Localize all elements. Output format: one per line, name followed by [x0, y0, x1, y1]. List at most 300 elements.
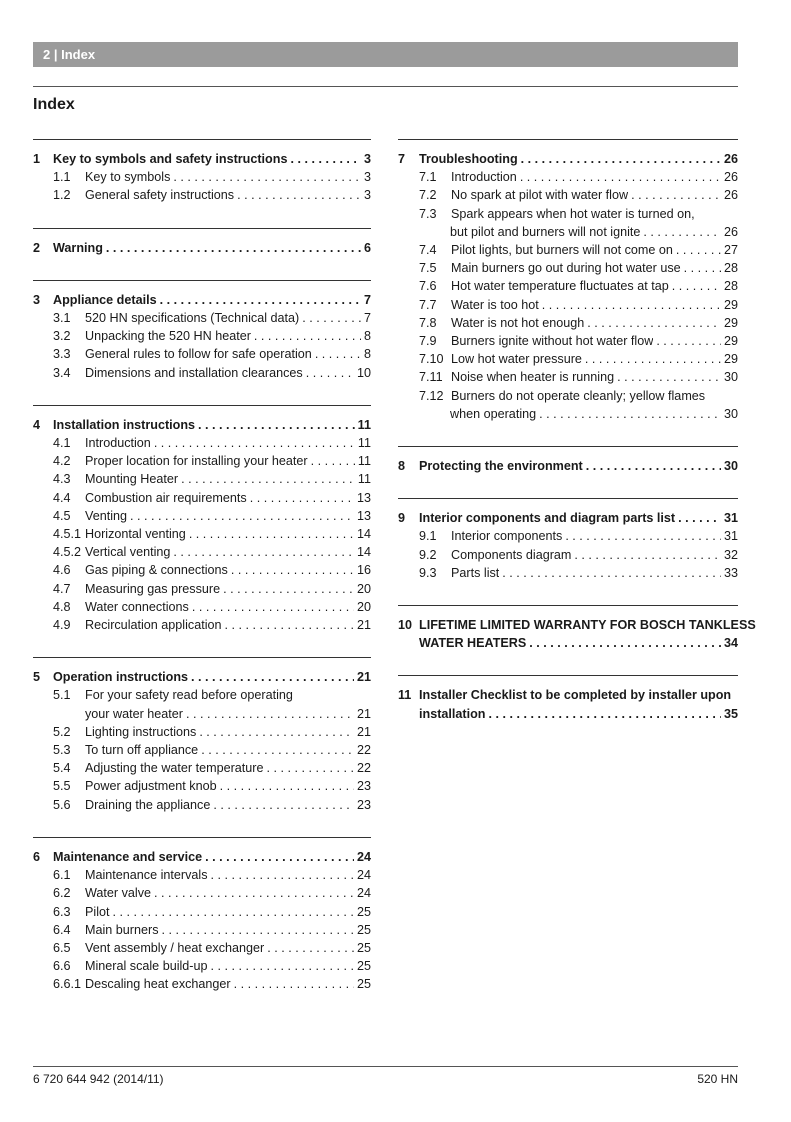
toc-dot-leader	[231, 561, 354, 579]
toc-page-number: 7	[363, 292, 371, 307]
toc-subsection-entry[interactable]	[33, 561, 371, 579]
toc-dot-leader	[586, 457, 721, 475]
toc-subsection-entry[interactable]	[398, 368, 738, 386]
toc-subsection-entry[interactable]	[33, 957, 371, 975]
toc-number: 4.3	[53, 472, 71, 487]
toc-page-number: 3	[363, 152, 371, 166]
toc-label: Key to symbols	[85, 170, 171, 185]
toc-page-number: 16	[356, 563, 371, 578]
toc-chapter-entry[interactable]	[398, 457, 738, 475]
toc-page-number: 34	[723, 636, 738, 651]
toc-number: 7.11	[419, 370, 443, 385]
toc-label: Burners do not operate cleanly; yellow flames	[451, 388, 706, 403]
toc-number: 4.1	[53, 436, 71, 451]
toc-subsection-entry[interactable]	[33, 507, 371, 525]
toc-dot-leader	[130, 507, 354, 525]
toc-dot-leader	[160, 291, 361, 309]
toc-subsection-entry[interactable]	[398, 332, 738, 350]
toc-number: 4	[33, 417, 41, 432]
toc-label: Lighting instructions	[85, 724, 197, 739]
toc-subsection-entry[interactable]	[33, 705, 371, 723]
toc-section	[33, 657, 371, 814]
toc-page-number: 11	[357, 417, 371, 432]
toc-number: 5.2	[53, 724, 71, 739]
toc-dot-leader	[173, 543, 354, 561]
toc-subsection-entry[interactable]	[398, 205, 738, 223]
toc-number: 4.5.2	[53, 545, 82, 560]
toc-chapter-entry[interactable]	[398, 686, 738, 704]
toc-page-number: 11	[357, 454, 371, 469]
toc-dot-leader	[267, 939, 354, 957]
toc-page-number: 22	[356, 743, 371, 758]
toc-number: 9.1	[419, 529, 437, 544]
toc-label: Water valve	[85, 886, 152, 901]
toc-page-number: 14	[356, 527, 371, 542]
toc-label: Pilot	[85, 904, 110, 919]
toc-subsection-entry[interactable]	[33, 309, 371, 327]
toc-dot-leader	[234, 975, 354, 993]
toc-label: Horizontal venting	[85, 527, 186, 542]
toc-subsection-entry[interactable]	[33, 525, 371, 543]
toc-dot-leader	[306, 364, 354, 382]
toc-page-number: 29	[723, 297, 738, 312]
toc-number: 3	[33, 292, 41, 307]
toc-subsection-entry[interactable]	[398, 527, 738, 545]
toc-subsection-entry[interactable]	[33, 777, 371, 795]
toc-page-number: 7	[363, 311, 371, 326]
toc-label: Introduction	[451, 170, 517, 185]
toc-number: 1.2	[53, 188, 71, 203]
toc-dot-leader	[585, 350, 721, 368]
toc-number: 9.3	[419, 565, 437, 580]
toc-dot-leader	[181, 470, 355, 488]
toc-dot-leader	[213, 796, 354, 814]
toc-label: For your safety read before operating	[85, 688, 293, 703]
toc-dot-leader	[311, 452, 355, 470]
toc-number: 4.9	[53, 618, 71, 633]
toc-label: Warning	[53, 240, 103, 255]
toc-right-column	[398, 139, 756, 746]
document-number: 6 720 644 942 (2014/11)	[33, 1072, 164, 1086]
toc-page-number: 24	[356, 868, 371, 883]
toc-page-number: 21	[356, 670, 371, 685]
toc-subsection-entry[interactable]	[398, 705, 738, 723]
toc-dot-leader	[542, 296, 721, 314]
toc-dot-leader	[106, 239, 361, 257]
toc-number: 6.4	[53, 922, 71, 937]
toc-number: 7.9	[419, 334, 437, 349]
toc-subsection-entry[interactable]	[33, 921, 371, 939]
toc-label: Noise when heater is running	[451, 370, 615, 385]
toc-number: 7.2	[419, 188, 437, 203]
toc-number: 7	[398, 152, 406, 166]
toc-page-number: 26	[723, 170, 738, 185]
toc-page-number: 30	[723, 406, 738, 421]
toc-subsection-entry[interactable]	[33, 759, 371, 777]
toc-page-number: 22	[356, 761, 371, 776]
toc-label: Pilot lights, but burners will not come on	[451, 243, 673, 258]
toc-subsection-entry[interactable]	[398, 564, 738, 582]
toc-subsection-entry[interactable]	[398, 186, 738, 204]
toc-subsection-entry[interactable]	[33, 616, 371, 634]
toc-page-number: 13	[356, 508, 371, 523]
page-title: Index	[33, 96, 75, 113]
toc-label: Introduction	[85, 436, 151, 451]
toc-page-number: 28	[723, 279, 738, 294]
toc-subsection-entry[interactable]	[33, 723, 371, 741]
toc-subsection-entry[interactable]	[33, 489, 371, 507]
toc-dot-leader	[290, 150, 361, 168]
toc-label: Proper location for installing your heater	[85, 454, 308, 469]
toc-page-number: 20	[356, 599, 371, 614]
toc-label: 520 HN specifications (Technical data)	[85, 311, 300, 326]
toc-page-number: 25	[356, 904, 371, 919]
toc-label: Interior components	[451, 529, 563, 544]
toc-chapter-entry[interactable]	[33, 291, 371, 309]
toc-chapter-entry[interactable]	[398, 509, 738, 527]
toc-number: 6.2	[53, 886, 71, 901]
toc-subsection-entry[interactable]	[33, 434, 371, 452]
toc-label: Installer Checklist to be completed by installer upon	[419, 688, 732, 703]
toc-dot-leader	[643, 223, 721, 241]
toc-label: General rules to follow for safe operation	[85, 347, 312, 362]
toc-label: Key to symbols and safety instructions	[53, 152, 288, 166]
toc-number: 11	[398, 688, 412, 703]
toc-page-number: 8	[363, 347, 371, 362]
toc-number: 6	[33, 849, 41, 864]
toc-chapter-entry[interactable]	[33, 150, 371, 168]
toc-page-number: 10	[356, 365, 371, 380]
toc-dot-leader	[189, 525, 354, 543]
toc-number: 5.5	[53, 779, 71, 794]
toc-section	[398, 446, 738, 475]
toc-page-number: 29	[723, 334, 738, 349]
toc-label: Operation instructions	[53, 670, 189, 685]
toc-label: Protecting the environment	[419, 459, 583, 474]
toc-label: Interior components and diagram parts list	[419, 511, 676, 526]
toc-dot-leader	[211, 957, 354, 975]
toc-page-number: 14	[356, 545, 371, 560]
toc-dot-leader	[250, 489, 354, 507]
toc-number: 4.2	[53, 454, 71, 469]
toc-number: 3.2	[53, 329, 71, 344]
toc-number: 5.4	[53, 761, 71, 776]
toc-dot-leader	[173, 168, 361, 186]
toc-number: 3.4	[53, 365, 71, 380]
toc-page-number: 29	[723, 352, 738, 367]
toc-chapter-entry[interactable]	[398, 150, 738, 168]
toc-subsection-entry[interactable]	[398, 314, 738, 332]
toc-label: Maintenance intervals	[85, 868, 208, 883]
toc-subsection-entry[interactable]	[33, 452, 371, 470]
toc-subsection-entry[interactable]	[33, 939, 371, 957]
toc-label: Parts list	[451, 565, 500, 580]
toc-label: Adjusting the water temperature	[85, 761, 264, 776]
toc-subsection-entry[interactable]	[33, 543, 371, 561]
toc-number: 7.5	[419, 261, 437, 276]
toc-label: Maintenance and service	[53, 849, 203, 864]
toc-section	[33, 280, 371, 382]
toc-section	[33, 139, 371, 205]
toc-number: 7.7	[419, 297, 437, 312]
toc-dot-leader	[223, 580, 354, 598]
toc-label: Vent assembly / heat exchanger	[85, 940, 265, 955]
toc-dot-leader	[220, 777, 354, 795]
toc-subsection-entry[interactable]	[33, 866, 371, 884]
toc-number: 1.1	[53, 170, 71, 185]
toc-label: Mineral scale build-up	[85, 959, 208, 974]
toc-number: 5.3	[53, 743, 71, 758]
toc-page-number: 11	[357, 472, 371, 487]
toc-subsection-entry[interactable]	[398, 241, 738, 259]
toc-page-number: 31	[723, 529, 738, 544]
toc-label: Hot water temperature fluctuates at tap	[451, 279, 669, 294]
toc-dot-leader	[211, 866, 354, 884]
toc-number: 7.1	[419, 170, 437, 185]
toc-subsection-entry[interactable]	[398, 168, 738, 186]
toc-subsection-entry[interactable]	[398, 634, 738, 652]
toc-page-number: 3	[363, 188, 371, 203]
toc-page-number: 32	[723, 547, 738, 562]
toc-number: 6.5	[53, 940, 71, 955]
toc-page-number: 25	[356, 977, 371, 992]
toc-dot-leader	[676, 241, 721, 259]
toc-dot-leader	[488, 705, 721, 723]
toc-dot-leader	[617, 368, 721, 386]
toc-subsection-entry[interactable]	[33, 345, 371, 363]
toc-subsection-entry[interactable]	[398, 546, 738, 564]
toc-subsection-entry[interactable]	[33, 186, 371, 204]
toc-page-number: 8	[363, 329, 371, 344]
toc-number: 10	[398, 618, 413, 633]
toc-label: To turn off appliance	[85, 743, 199, 758]
toc-page-number: 26	[723, 224, 738, 239]
toc-number: 7.3	[419, 206, 437, 221]
toc-subsection-entry[interactable]	[33, 364, 371, 382]
toc-dot-leader	[254, 327, 361, 345]
toc-dot-leader	[237, 186, 361, 204]
toc-label: Vertical venting	[85, 545, 171, 560]
page-header-bar	[33, 42, 738, 67]
toc-label: Descaling heat exchanger	[85, 977, 231, 992]
toc-chapter-entry[interactable]	[33, 416, 371, 434]
toc-label: when operating	[450, 406, 537, 421]
toc-label: Dimensions and installation clearances	[85, 365, 303, 380]
toc-subsection-entry[interactable]	[33, 884, 371, 902]
toc-number: 7.10	[419, 352, 444, 367]
toc-page-number: 13	[356, 490, 371, 505]
toc-dot-leader	[113, 903, 354, 921]
toc-label: Main burners go out during hot water use	[451, 261, 681, 276]
toc-label: Water connections	[85, 599, 189, 614]
toc-number: 8	[398, 459, 406, 474]
toc-dot-leader	[520, 168, 721, 186]
toc-number: 7.12	[419, 388, 444, 403]
toc-dot-leader	[529, 634, 721, 652]
toc-label: Troubleshooting	[419, 152, 518, 166]
toc-number: 2	[33, 240, 41, 255]
toc-label: Gas piping & connections	[85, 563, 228, 578]
toc-page-number: 21	[356, 618, 371, 633]
toc-page-number: 24	[356, 886, 371, 901]
toc-chapter-entry[interactable]	[33, 668, 371, 686]
toc-subsection-entry[interactable]	[398, 387, 738, 405]
toc-subsection-entry[interactable]	[33, 168, 371, 186]
toc-number: 6.3	[53, 904, 71, 919]
toc-label: Spark appears when hot water is turned on,	[451, 206, 695, 221]
toc-dot-leader	[186, 705, 354, 723]
toc-page-number: 25	[356, 959, 371, 974]
toc-subsection-entry[interactable]	[398, 296, 738, 314]
toc-number: 9.2	[419, 547, 437, 562]
toc-label: Recirculation application	[85, 618, 222, 633]
toc-number: 1	[33, 152, 41, 166]
toc-subsection-entry[interactable]	[33, 686, 371, 704]
toc-label: Combustion air requirements	[85, 490, 247, 505]
toc-label: Burners ignite without hot water flow	[451, 334, 654, 349]
toc-number: 5.1	[53, 688, 71, 703]
toc-dot-leader	[267, 759, 354, 777]
toc-dot-leader	[678, 509, 721, 527]
toc-label: Installation instructions	[53, 417, 196, 432]
toc-label: Water is not hot enough	[451, 315, 585, 330]
toc-chapter-entry[interactable]	[33, 239, 371, 257]
toc-dot-leader	[191, 668, 354, 686]
toc-page-number: 29	[723, 315, 738, 330]
toc-dot-leader	[199, 723, 354, 741]
toc-section	[33, 228, 371, 257]
toc-section	[398, 139, 738, 423]
toc-section	[398, 605, 756, 652]
toc-subsection-entry[interactable]	[33, 470, 371, 488]
toc-page-number: 25	[356, 940, 371, 955]
model-name: 520 HN	[697, 1072, 738, 1086]
toc-label: Power adjustment knob	[85, 779, 217, 794]
toc-dot-leader	[565, 527, 721, 545]
toc-label: your water heater	[85, 706, 184, 721]
toc-label: Venting	[85, 508, 128, 523]
toc-label: Draining the appliance	[85, 797, 211, 812]
toc-number: 6.6.1	[53, 977, 82, 992]
toc-page-number: 20	[356, 581, 371, 596]
toc-dot-leader	[502, 564, 721, 582]
toc-chapter-entry[interactable]	[398, 616, 756, 634]
toc-dot-leader	[154, 884, 354, 902]
header-divider	[33, 86, 738, 87]
toc-dot-leader	[225, 616, 354, 634]
toc-label: WATER HEATERS	[419, 636, 527, 651]
toc-label: Low hot water pressure	[451, 352, 582, 367]
toc-dot-leader	[539, 405, 721, 423]
toc-dot-leader	[521, 150, 721, 168]
toc-number: 7.8	[419, 315, 437, 330]
toc-page-number: 25	[356, 922, 371, 937]
toc-number: 7.6	[419, 279, 437, 294]
toc-number: 6.1	[53, 868, 71, 883]
toc-dot-leader	[672, 277, 721, 295]
toc-subsection-entry[interactable]	[33, 580, 371, 598]
toc-page-number: 11	[357, 436, 371, 451]
toc-number: 4.8	[53, 599, 71, 614]
toc-subsection-entry[interactable]	[398, 223, 738, 241]
toc-label: Components diagram	[451, 547, 572, 562]
toc-subsection-entry[interactable]	[398, 277, 738, 295]
toc-subsection-entry[interactable]	[398, 350, 738, 368]
toc-section	[398, 498, 738, 582]
toc-label: Appliance details	[53, 292, 157, 307]
toc-label: Main burners	[85, 922, 159, 937]
toc-dot-leader	[587, 314, 721, 332]
toc-page-number: 24	[356, 849, 371, 864]
footer-divider	[33, 1066, 738, 1067]
toc-dot-leader	[162, 921, 354, 939]
toc-label: Unpacking the 520 HN heater	[85, 329, 251, 344]
toc-subsection-entry[interactable]	[33, 327, 371, 345]
toc-chapter-entry[interactable]	[33, 848, 371, 866]
toc-subsection-entry[interactable]	[398, 405, 738, 423]
toc-label: LIFETIME LIMITED WARRANTY FOR BOSCH TANKLESS	[419, 618, 756, 633]
toc-label: Measuring gas pressure	[85, 581, 221, 596]
toc-label: Mounting Heater	[85, 472, 179, 487]
toc-section	[398, 675, 738, 722]
toc-dot-leader	[684, 259, 721, 277]
toc-page-number: 21	[356, 706, 371, 721]
toc-subsection-entry[interactable]	[33, 741, 371, 759]
toc-page-number: 30	[723, 459, 738, 474]
toc-page-number: 28	[723, 261, 738, 276]
toc-dot-leader	[574, 546, 721, 564]
toc-page-number: 31	[723, 511, 738, 526]
toc-label: installation	[419, 706, 486, 721]
toc-page-number: 6	[363, 240, 371, 255]
toc-page-number: 33	[723, 565, 738, 580]
toc-section	[33, 837, 371, 994]
toc-number: 5.6	[53, 797, 71, 812]
toc-dot-leader	[631, 186, 721, 204]
toc-page-number: 35	[723, 706, 738, 721]
toc-number: 3.3	[53, 347, 71, 362]
toc-label: Water is too hot	[451, 297, 539, 312]
toc-dot-leader	[154, 434, 355, 452]
toc-page-number: 26	[723, 152, 738, 166]
toc-dot-leader	[205, 848, 354, 866]
toc-page-number: 26	[723, 188, 738, 203]
toc-subsection-entry[interactable]	[33, 796, 371, 814]
toc-number: 4.7	[53, 581, 71, 596]
toc-page-number: 23	[356, 779, 371, 794]
toc-subsection-entry[interactable]	[33, 598, 371, 616]
toc-dot-leader	[315, 345, 361, 363]
toc-page-number: 30	[723, 370, 738, 385]
toc-dot-leader	[656, 332, 721, 350]
toc-number: 4.5.1	[53, 527, 82, 542]
toc-subsection-entry[interactable]	[33, 903, 371, 921]
toc-page-number: 3	[363, 170, 371, 185]
toc-page-number: 23	[356, 797, 371, 812]
toc-number: 4.6	[53, 563, 71, 578]
toc-dot-leader	[302, 309, 361, 327]
toc-number: 4.5	[53, 508, 71, 523]
toc-label: No spark at pilot with water flow	[451, 188, 629, 203]
toc-subsection-entry[interactable]	[398, 259, 738, 277]
toc-section	[33, 405, 371, 634]
toc-number: 7.4	[419, 243, 437, 258]
toc-subsection-entry[interactable]	[33, 975, 371, 993]
toc-number: 3.1	[53, 311, 71, 326]
toc-dot-leader	[201, 741, 354, 759]
toc-label: but pilot and burners will not ignite	[450, 224, 641, 239]
toc-dot-leader	[198, 416, 355, 434]
